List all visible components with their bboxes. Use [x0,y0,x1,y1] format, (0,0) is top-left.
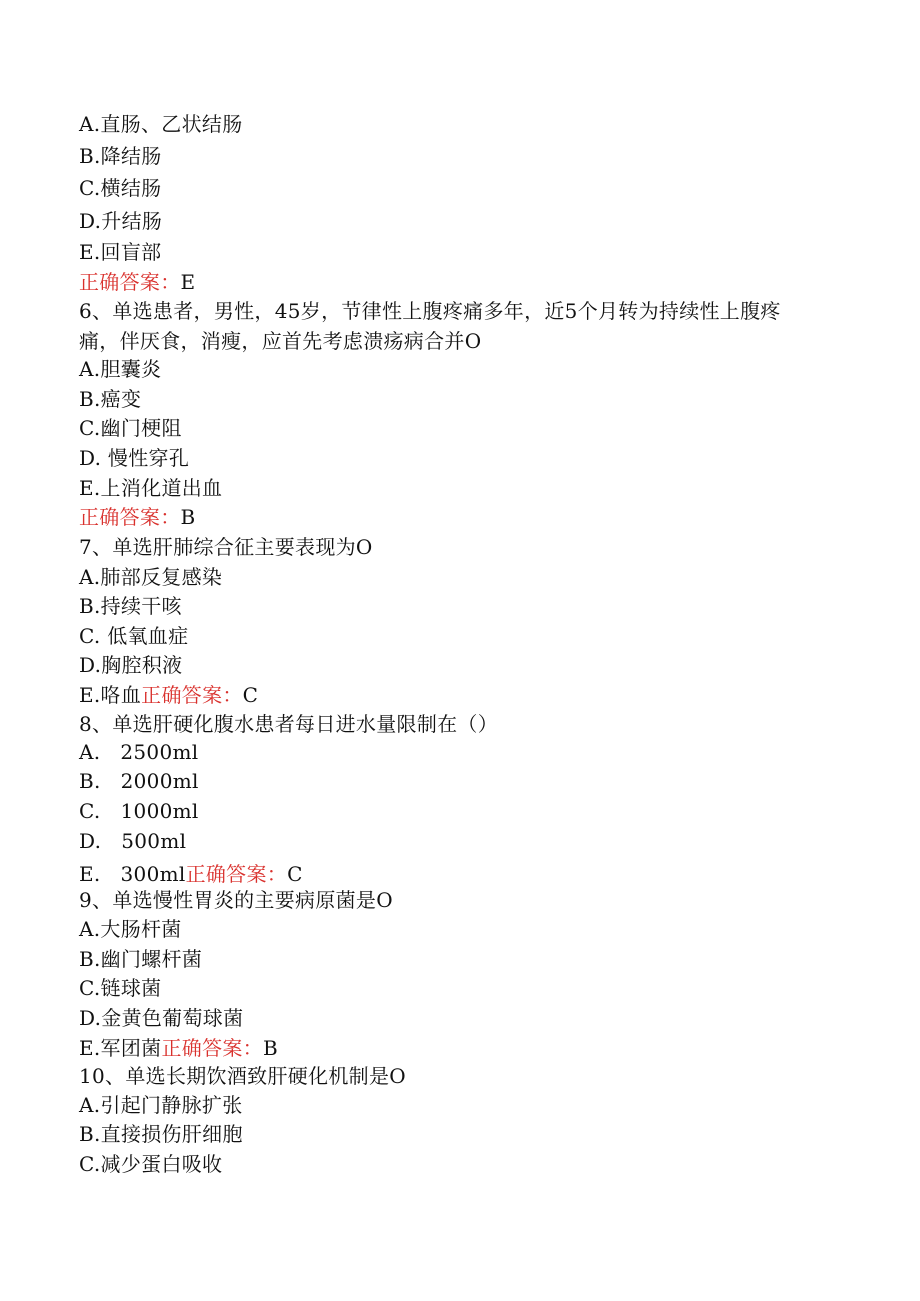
option-text: E. 300ml [79,862,186,886]
option-text: E.军团菌 [79,1036,162,1060]
answer-label: 正确答案： [79,270,181,294]
option-answer-line [79,683,258,707]
question-10: 10、单选长期饮酒致肝硬化机制是O [79,1064,406,1088]
option-line: B. 2000ml [79,769,199,793]
option-line: A. 2500ml [79,740,199,764]
option-line: B.癌变 [79,387,142,411]
option-line: B.直接损伤肝细胞 [79,1122,243,1146]
option-answer-line [79,862,303,886]
answer-value: B [262,1036,278,1060]
answer-label: 正确答案： [185,862,288,886]
option-line: B.降结肠 [79,144,162,168]
option-answer-line [79,1036,278,1060]
option-line: C.幽门梗阻 [79,416,182,440]
question-7: 7、单选肝肺综合征主要表现为O [79,535,373,559]
option-line: C.横结肠 [79,176,162,200]
option-line: B.幽门螺杆菌 [79,947,203,971]
option-line: E.上消化道出血 [79,476,223,500]
option-line: D.升结肠 [79,209,163,233]
option-line: A.肺部反复感染 [79,565,223,589]
option-line: A.直肠、乙状结肠 [79,112,243,136]
answer-line [79,505,196,529]
option-text: E.咯血 [79,683,142,707]
option-line: C.链球菌 [79,976,162,1000]
answer-line [79,270,195,294]
option-line: B.持续干咳 [79,594,182,618]
answer-value: B [180,505,196,529]
option-line: A.大肠杆菌 [79,917,182,941]
answer-value: C [242,683,259,707]
option-line: C. 低氧血症 [79,624,189,648]
option-line: E.回盲部 [79,240,162,264]
option-line: C.减少蛋白吸收 [79,1152,223,1176]
answer-label: 正确答案： [161,1036,263,1060]
option-line: A.引起门静脉扩张 [79,1093,243,1117]
option-line: D.胸腔积液 [79,653,183,677]
answer-value: C [287,862,303,886]
option-line: D.金黄色葡萄球菌 [79,1006,244,1030]
option-line: D. 慢性穿孔 [79,446,190,470]
option-line: A.胆囊炎 [79,357,162,381]
question-8: 8、单选肝硬化腹水患者每日进水量限制在（） [79,712,499,736]
option-line: D. 500ml [79,829,187,853]
question-9: 9、单选慢性胃炎的主要病原菌是O [79,888,393,912]
answer-label: 正确答案： [141,683,243,707]
question-6: 6、单选患者，男性，45岁，节律性上腹疼痛多年，近5个月转为持续性上腹疼痛，伴厌食，消瘦，应首先考虑溃疡病合并O [79,299,781,353]
answer-value: E [180,270,196,294]
answer-label: 正确答案： [79,505,181,529]
option-line: C. 1000ml [79,799,199,823]
